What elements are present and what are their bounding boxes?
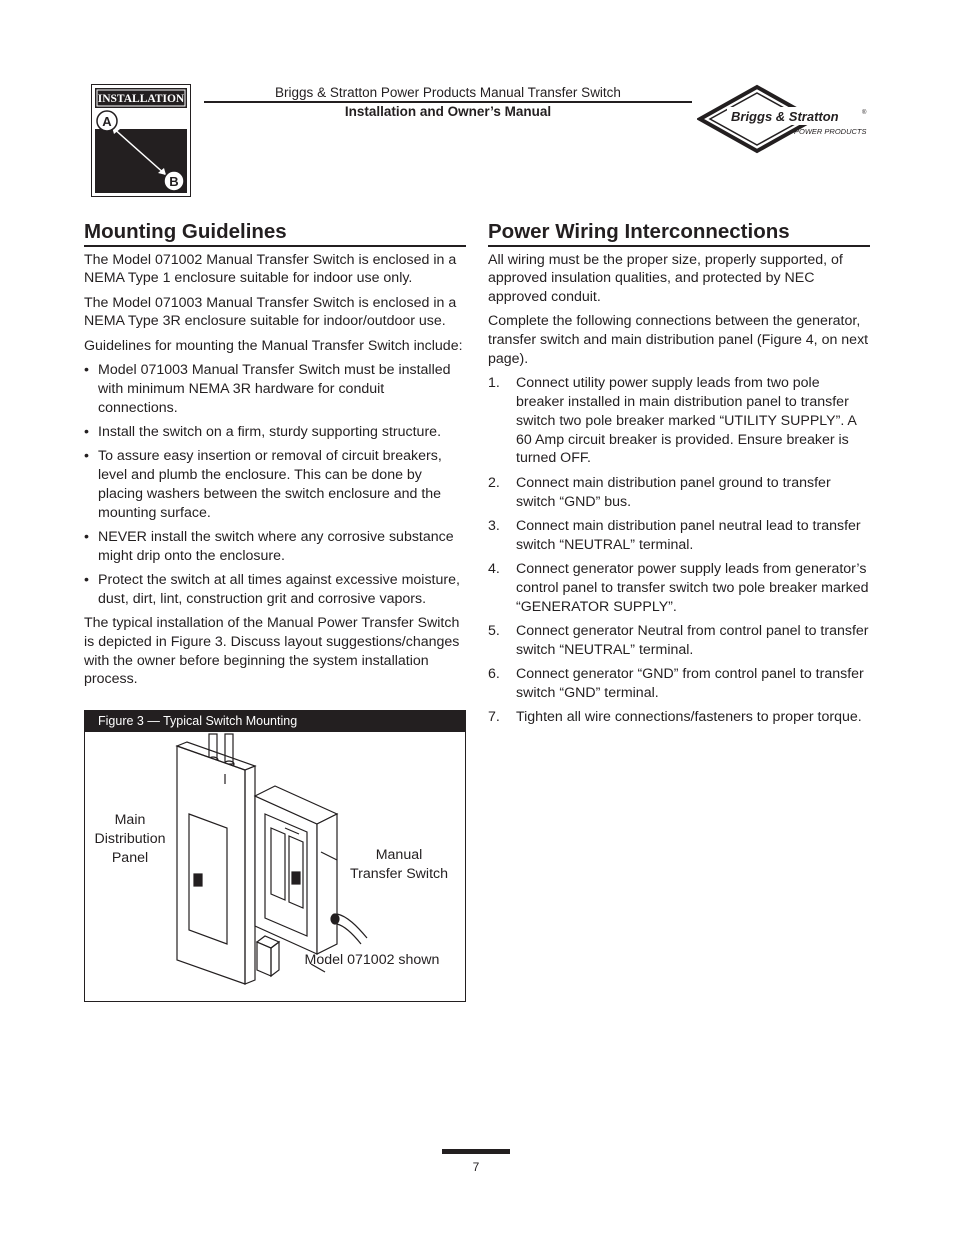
header-manual-title: Installation and Owner’s Manual: [344, 104, 552, 119]
section-title-power-wiring: Power Wiring Interconnections: [488, 220, 790, 243]
list-item: [488, 622, 870, 660]
list-item: [488, 517, 870, 555]
logo-subtitle: POWER PRODUCTS: [794, 127, 867, 136]
list-item: [84, 423, 466, 442]
list-item: [84, 571, 466, 609]
label-manual-transfer-switch: [341, 846, 457, 884]
figure-caption: Figure 3 — Typical Switch Mounting: [85, 711, 465, 732]
badge-b-label: B: [169, 174, 179, 189]
briggs-stratton-logo: [697, 83, 869, 155]
list-item: [488, 665, 870, 703]
label-line: Panel: [111, 850, 149, 866]
step-text: Connect generator Neutral from control panel to transfer switch “NEUTRAL” terminal.: [516, 622, 869, 658]
installation-badge: [91, 84, 191, 197]
step-number: 1.: [488, 375, 500, 392]
list-item: [488, 374, 870, 468]
bullet-marker: •: [84, 361, 89, 378]
paragraph: The Model 071003 Manual Transfer Switch is enclosed in a NEMA Type 3R enclosure suitable for indoor/outdoor use.: [84, 294, 457, 330]
header-product-line: Briggs & Stratton Power Products Manual Transfer Switch: [275, 85, 621, 100]
paragraph: Complete the following connections between the generator, transfer switch and main distribution panel (Figure 4, on next page).: [488, 313, 869, 367]
page-number: 7: [472, 1160, 480, 1174]
step-number: 6.: [488, 665, 500, 682]
badge-title: INSTALLATION: [97, 93, 185, 105]
list-item-text: To assure easy insertion or removal of circuit breakers, level and plumb the enclosure. This can be done by placing washers between the switch enclosure and the mounting surface.: [98, 448, 442, 521]
section-title-mounting: Mounting Guidelines: [84, 220, 287, 243]
label-line: Distribution: [94, 831, 166, 847]
list-item-text: Model 071003 Manual Transfer Switch must be installed with minimum NEMA 3R hardware for conduit connections.: [98, 361, 451, 416]
footer-bar: [442, 1149, 510, 1154]
step-number: 3.: [488, 517, 500, 534]
step-text: Tighten all wire connections/fasteners to proper torque.: [516, 709, 862, 726]
section-rule: [488, 245, 870, 247]
bullet-marker: •: [84, 528, 89, 545]
logo-brand-text: Briggs & Stratton: [731, 109, 839, 124]
step-text: Connect generator “GND” from control panel to transfer switch “GND” terminal.: [516, 665, 864, 701]
step-number: 5.: [488, 622, 500, 639]
paragraph: All wiring must be the proper size, properly supported, of approved insulation qualities, and protected by NEC approved conduit.: [488, 251, 843, 306]
step-text: Connect utility power supply leads from two pole breaker installed in main distribution panel to transfer switch two pole breaker marked “UTILITY SUPPLY”. A 60 Amp circuit breaker is provided. Ensure breaker is turned OFF.: [516, 375, 857, 467]
mounting-guidelines-list: [84, 361, 466, 609]
list-item-text: Protect the switch at all times against excessive moisture, dust, dirt, lint, construction grit and corrosive vapors.: [98, 571, 460, 607]
label-model-shown: Model 071002 shown: [304, 952, 440, 968]
section-rule: [84, 245, 466, 247]
step-number: 2.: [488, 474, 500, 491]
paragraph: The Model 071002 Manual Transfer Switch is enclosed in a NEMA Type 1 enclosure suitable for indoor use only.: [84, 251, 457, 287]
badge-a-label: A: [102, 114, 112, 129]
bullet-marker: •: [84, 448, 89, 465]
list-item: [488, 474, 870, 512]
list-item: [488, 560, 870, 616]
logo-registered-mark: ®: [862, 110, 867, 116]
mounting-guidelines-section: [84, 219, 466, 695]
installation-badge-graphic: [92, 85, 190, 196]
label-line: Transfer Switch: [349, 866, 449, 882]
paragraph: The typical installation of the Manual Power Transfer Switch is depicted in Figure 3. Discuss layout suggestions/changes with the owner before beginning the system installation process.: [84, 615, 460, 688]
label-line: Manual: [375, 847, 423, 863]
step-number: 7.: [488, 709, 500, 726]
list-item: [488, 708, 870, 727]
wiring-steps-list: [488, 374, 870, 727]
list-item: [84, 528, 466, 566]
logo-graphic: [697, 83, 869, 155]
label-main-distribution-panel: [85, 811, 175, 868]
list-item: [84, 361, 466, 417]
step-number: 4.: [488, 560, 500, 577]
step-text: Connect generator power supply leads from generator’s control panel to transfer switch two pole breaker marked “GENERATOR SUPPLY”.: [516, 560, 869, 615]
bullet-marker: •: [84, 571, 89, 588]
step-text: Connect main distribution panel neutral lead to transfer switch “NEUTRAL” terminal.: [516, 517, 861, 553]
list-item-text: NEVER install the switch where any corrosive substance might drip onto the enclosure.: [98, 528, 454, 564]
list-item-text: Install the switch on a firm, sturdy supporting structure.: [98, 423, 442, 440]
list-item: [84, 447, 466, 522]
header-rule: [204, 101, 692, 103]
bullet-marker: •: [84, 423, 89, 440]
step-text: Connect main distribution panel ground to transfer switch “GND” bus.: [516, 474, 831, 510]
figure-3: [84, 710, 466, 1002]
power-wiring-section: [488, 219, 870, 732]
paragraph: Guidelines for mounting the Manual Transfer Switch include:: [84, 337, 463, 354]
label-line: Main: [114, 812, 146, 828]
